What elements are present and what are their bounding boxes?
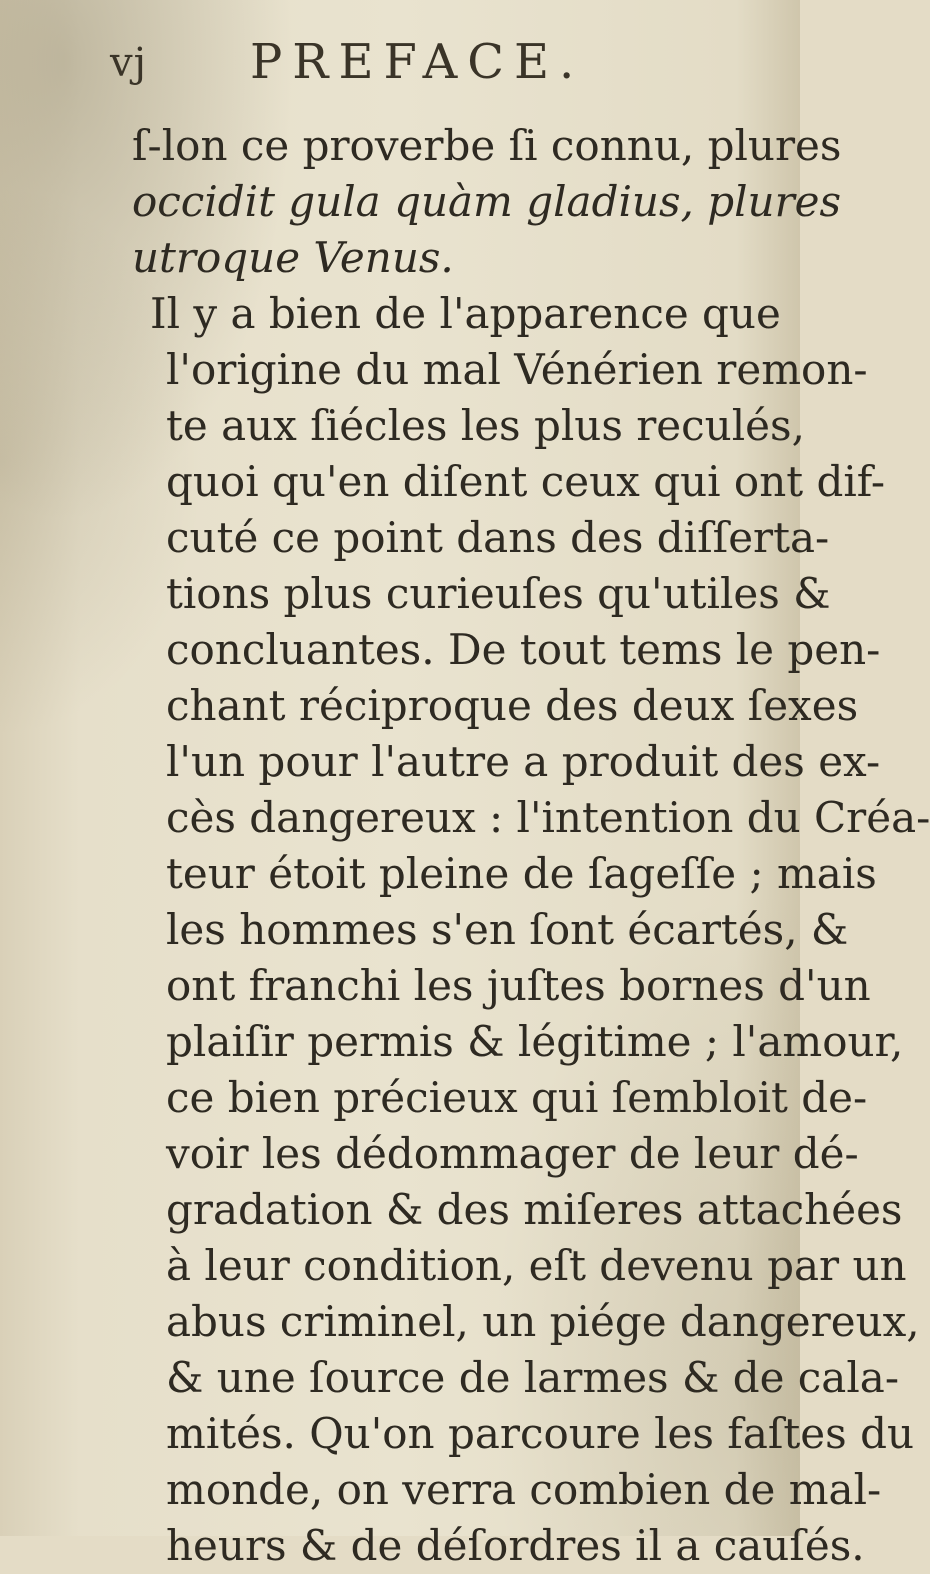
text-line: les hommes s'en ſont écartés, & bbox=[166, 905, 849, 954]
text-line: cès dangereux : l'intention du Créa- bbox=[166, 793, 930, 842]
text-line: & une ſource de larmes & de cala- bbox=[166, 1353, 900, 1402]
text-line: monde, on verra combien de mal- bbox=[166, 1465, 882, 1514]
text-line: voir les dédommager de leur dé- bbox=[166, 1129, 859, 1178]
text-line: plaiſir permis & légitime ; l'amour, bbox=[166, 1017, 904, 1066]
text-line: ont franchi les juſtes bornes d'un bbox=[166, 961, 871, 1010]
text-line: chant réciproque des deux ſexes bbox=[166, 681, 859, 730]
text-line: cuté ce point dans des diſſerta- bbox=[166, 513, 830, 562]
text-line: concluantes. De tout tems le pen- bbox=[166, 625, 881, 674]
text-line: gradation & des miſeres attachées bbox=[166, 1185, 903, 1234]
running-title: PREFACE. bbox=[250, 34, 585, 90]
text-line: abus criminel, un piége dangereux, bbox=[166, 1297, 920, 1346]
text-line: utroque Venus. bbox=[132, 233, 454, 282]
page-number: vj bbox=[110, 40, 147, 86]
text-line: te aux ſiécles les plus reculés, bbox=[166, 401, 805, 450]
text-line: l'un pour l'autre a produit des ex- bbox=[166, 737, 881, 786]
text-line: à leur condition, eſt devenu par un bbox=[166, 1241, 907, 1290]
text-line: ſ-lon ce proverbe ſi connu, plures bbox=[132, 121, 842, 170]
body-text bbox=[132, 118, 930, 1574]
text-line: Il y a bien de l'apparence que bbox=[150, 289, 781, 338]
text-line: mités. Qu'on parcoure les faſtes du bbox=[166, 1409, 915, 1458]
text-line: tions plus curieuſes qu'utiles & bbox=[166, 569, 831, 618]
text-line: teur étoit pleine de ſageſſe ; mais bbox=[166, 849, 877, 898]
page-header bbox=[0, 18, 800, 128]
text-line: heurs & de déſordres il a cauſés. bbox=[166, 1521, 865, 1570]
text-line: l'origine du mal Vénérien remon- bbox=[166, 345, 868, 394]
text-line: occidit gula quàm gladius, plures bbox=[132, 177, 842, 226]
text-line: quoi qu'en diſent ceux qui ont dif- bbox=[166, 457, 886, 506]
text-line: ce bien précieux qui ſembloit de- bbox=[166, 1073, 868, 1122]
